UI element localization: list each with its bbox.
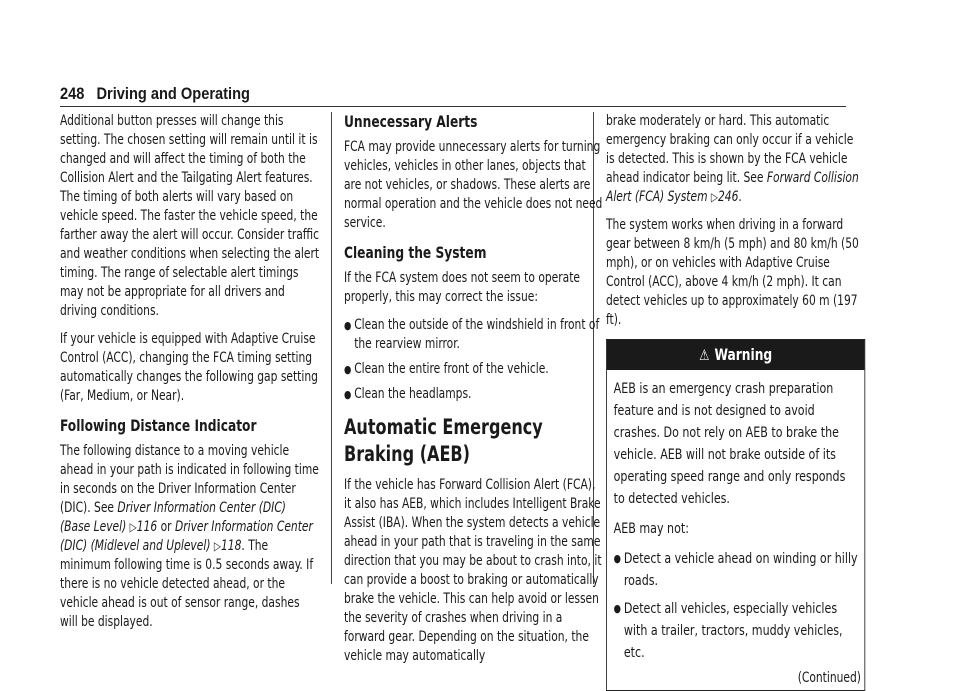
- warning-body: [607, 370, 865, 664]
- bullet-icon: ●: [613, 602, 621, 615]
- paragraph-system-speed: The system works when driving in a forward gear between 8 km/h (5 mph) and 80 km/h (50 mph), or on vehicles with Adaptive Cruise Control (ACC), above 4 km/h (2 mph). It can detect vehicles up to approximately 60 m (197 ft).: [606, 217, 859, 328]
- page-ref-246[interactable]: 246: [717, 189, 739, 205]
- column-1: [60, 112, 320, 641]
- link-fca-system[interactable]: Forward Collision Alert (FCA) System: [606, 170, 859, 205]
- paragraph-following-distance: The following distance to a moving vehicle ahead in your path is indicated in following time in seconds on the Driver Information Center (DIC). See Driver Information Center (DIC) (Base Level) ▷116 or Driver Information Center (DIC) (Midlevel and Uplevel) ▷118. The minimum following time is 0.5 seconds away. If there is no vehicle detected ahead, or the vehicle ahead is out of sensor range, dashes will be displayed.: [60, 443, 319, 630]
- warning-icon: ⚠: [699, 346, 710, 364]
- heading-cleaning-system: Cleaning the System: [344, 243, 487, 262]
- warning-header: ⚠ Warning: [607, 340, 865, 370]
- page-number: 248: [60, 84, 85, 103]
- section-title: Driving and Operating: [96, 84, 250, 103]
- heading-following-distance: Following Distance Indicator: [60, 416, 257, 435]
- bullet-icon: ●: [344, 319, 352, 332]
- list-item: ● Clean the entire front of the vehicle.: [344, 361, 549, 377]
- page-ref-118[interactable]: 118: [220, 538, 242, 554]
- page-ref-icon: ▷: [213, 539, 221, 553]
- paragraph-alert-timing: Additional button presses will change this setting. The chosen setting will remain until it is changed and will affect the timing of both the Collision Alert and the Tailgating Alert features. The timing of both alerts will vary based on vehicle speed. The faster the vehicle speed, the farther away the alert will occur. Consider traffic and weather conditions when selecting the alert timing. The range of selectable alert timings may not be appropriate for all drivers and driving conditions.: [60, 113, 320, 319]
- link-dic-midlevel[interactable]: Driver Information Center (DIC) (Midlevel and Uplevel): [60, 519, 313, 554]
- link-dic-base[interactable]: Driver Information Center (DIC) (Base Level): [60, 500, 286, 535]
- bullet-icon: ●: [344, 363, 352, 376]
- column-2: [344, 112, 604, 675]
- continued-label: (Continued): [797, 670, 861, 686]
- bullet-icon: ●: [613, 552, 621, 565]
- page-ref-icon: ▷: [710, 190, 718, 204]
- warning-box: [606, 339, 865, 691]
- paragraph-cleaning: If the FCA system does not seem to operate properly, this may correct the issue:: [344, 270, 581, 305]
- page-ref-116[interactable]: 116: [136, 519, 158, 535]
- list-item: ● Detect all vehicles, especially vehicles with a trailer, tractors, muddy vehicles, etc.: [614, 598, 858, 664]
- list-item: ● Detect a vehicle ahead on winding or hilly roads.: [614, 548, 858, 592]
- warning-paragraph: AEB may not:: [613, 521, 689, 537]
- page-header: [60, 84, 250, 104]
- list-item: ● Clean the headlamps.: [344, 386, 472, 402]
- paragraph-aeb-continued: brake moderately or hard. This automatic emergency braking can only occur if a vehicle is detected. This is shown by the FCA vehicle ahead indicator being lit. See Forward Collision Alert (FCA) System ▷246.: [606, 113, 859, 205]
- header-rule: [60, 106, 846, 107]
- page-ref-icon: ▷: [129, 520, 137, 534]
- paragraph-acc-gap: If your vehicle is equipped with Adaptive Cruise Control (ACC), changing the FCA timing setting automatically changes the following gap setting (Far, Medium, or Near).: [60, 331, 318, 404]
- heading-aeb: Automatic Emergency Braking (AEB): [344, 415, 543, 466]
- heading-unnecessary-alerts: Unnecessary Alerts: [344, 112, 478, 131]
- paragraph-aeb: If the vehicle has Forward Collision Alert (FCA), it also has AEB, which includes Intelligent Brake Assist (IBA). When the system detects a vehicle ahead in your path that is traveling in the same direction that you may be about to crash into, it can provide a boost to braking or automatically brake the vehicle. This can help avoid or lessen the severity of crashes when driving in a forward gear. Depending on the situation, the vehicle may automatically: [344, 477, 602, 664]
- list-item: ● Clean the outside of the windshield in front of the rearview mirror.: [344, 317, 600, 352]
- paragraph-unnecessary-alerts: FCA may provide unnecessary alerts for turning vehicles, vehicles in other lanes, objects that are not vehicles, or shadows. These alerts are normal operation and the vehicle does not need service.: [344, 139, 603, 231]
- column-divider-1: [331, 112, 332, 584]
- warning-paragraph: AEB is an emergency crash preparation feature and is not designed to avoid crashes. Do not rely on AEB to brake the vehicle. AEB will not brake outside of its operating speed range and only responds to detected vehicles.: [613, 381, 846, 507]
- column-3: [606, 112, 866, 691]
- bullet-icon: ●: [344, 388, 352, 401]
